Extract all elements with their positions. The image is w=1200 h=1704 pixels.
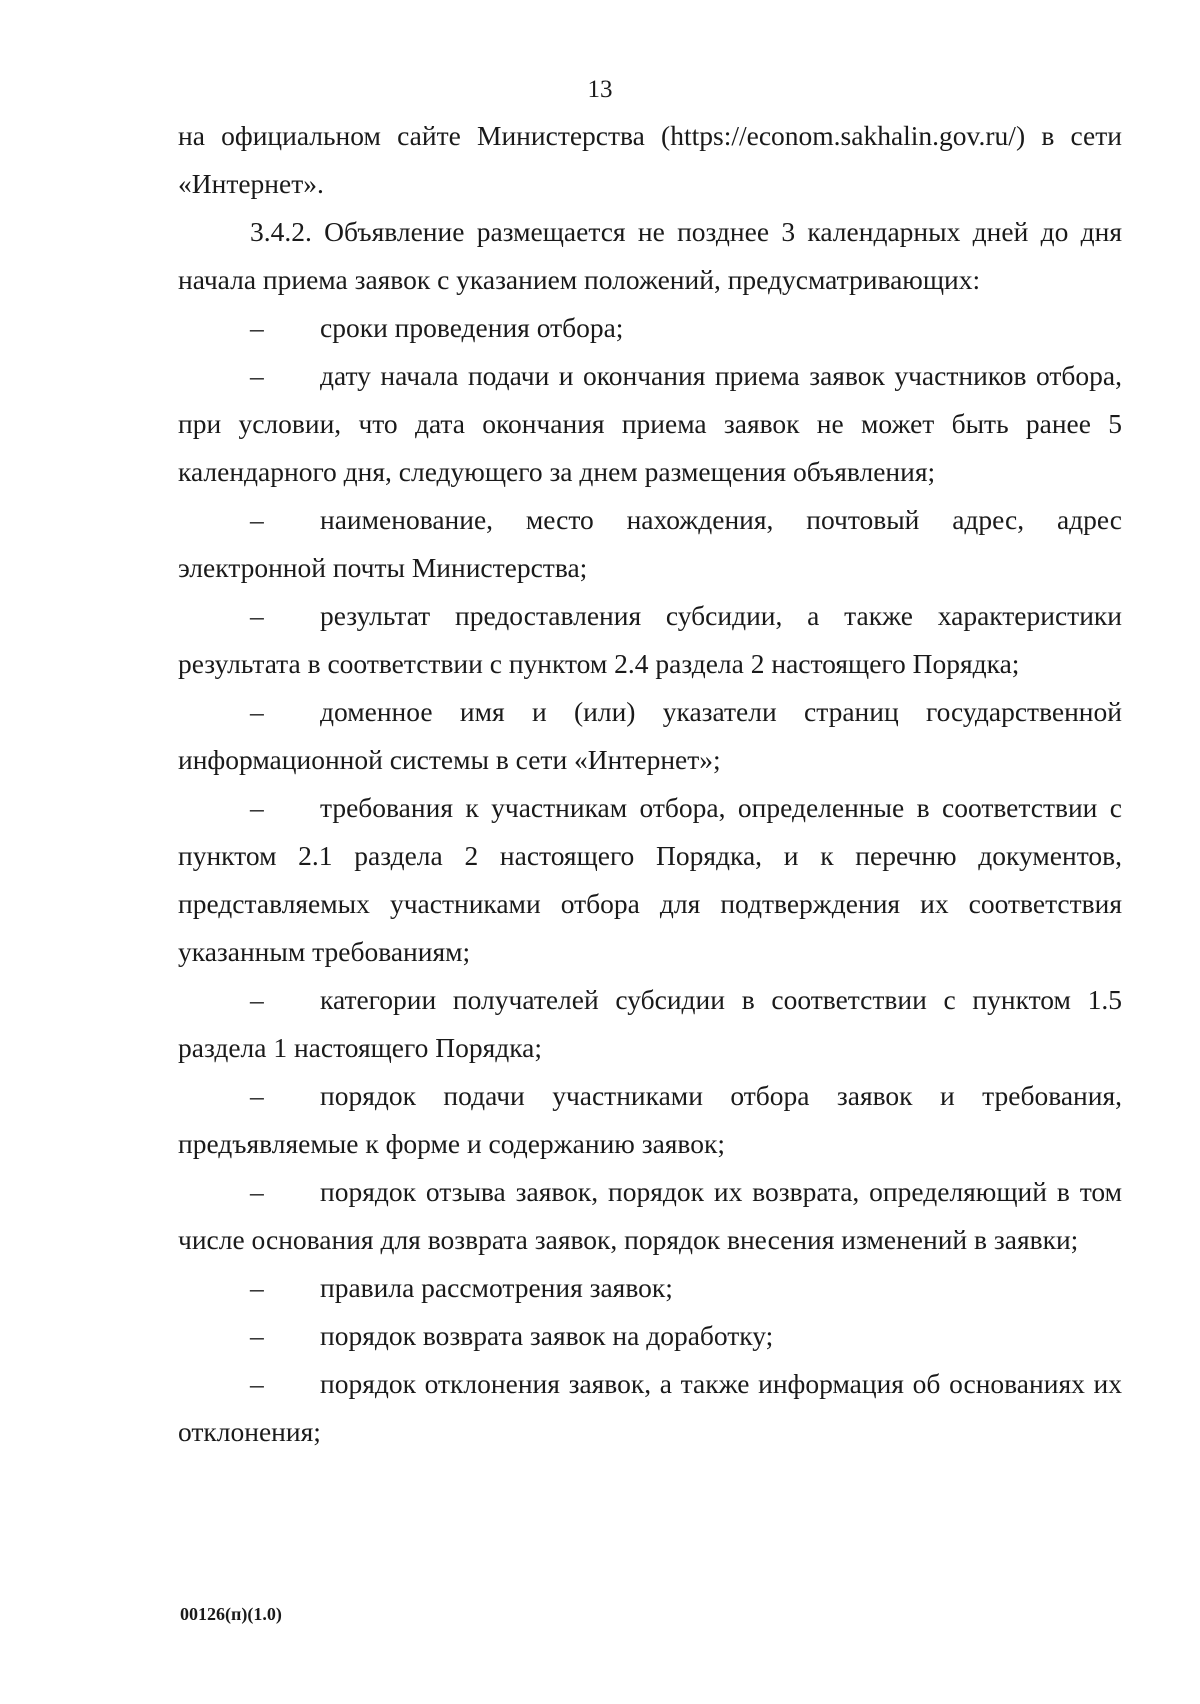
list-item [178,784,1122,976]
list-item-text: порядок подачи участниками отбора заявок и требования, предъявляемые к форме и содержанию заявок; [178,1080,1122,1159]
document-body [178,112,1122,1456]
intro-paragraph: на официальном сайте Министерства (https://econom.sakhalin.gov.ru/) в сети «Интернет». [178,120,1122,199]
dash-marker: – [250,1272,264,1303]
list-item-text: порядок отклонения заявок, а также информация об основаниях их отклонения; [178,1368,1122,1447]
list-item [178,496,1122,592]
list-item [178,1264,1122,1312]
dash-marker: – [250,504,264,535]
list-item-text: правила рассмотрения заявок; [320,1272,673,1303]
dash-marker: – [250,1080,264,1111]
dash-marker: – [250,600,264,631]
list-item [178,976,1122,1072]
section-paragraph: 3.4.2. Объявление размещается не позднее 3 календарных дней до дня начала приема заявок с указанием положений, предусматривающих: [178,216,1122,295]
list-item [178,1168,1122,1264]
list-item-text: наименование, место нахождения, почтовый адрес, адрес электронной почты Министерства; [178,504,1122,583]
list-item [178,592,1122,688]
dash-marker: – [250,1320,264,1351]
list-item [178,1072,1122,1168]
document-code: 00126(п)(1.0) [180,1604,282,1624]
dash-marker: – [250,696,264,727]
dash-marker: – [250,792,264,823]
list-item-text: требования к участникам отбора, определенные в соответствии с пунктом 2.1 раздела 2 настоящего Порядка, и к перечню документов, представляемых участниками отбора для подтверждения их соответствия указанным требованиям; [178,792,1122,967]
dash-marker: – [250,984,264,1015]
page-number: 13 [587,76,613,103]
dash-marker: – [250,360,264,391]
dash-marker: – [250,312,264,343]
list-item-text: дату начала подачи и окончания приема заявок участников отбора, при условии, что дата окончания приема заявок не может быть ранее 5 календарного дня, следующего за днем размещения объявления; [178,360,1122,487]
list-item-text: категории получателей субсидии в соответствии с пунктом 1.5 раздела 1 настоящего Порядка; [178,984,1122,1063]
list-item [178,352,1122,496]
dash-marker: – [250,1368,264,1399]
list-item [178,304,1122,352]
list-item-text: результат предоставления субсидии, а также характеристики результата в соответствии с пунктом 2.4 раздела 2 настоящего Порядка; [178,600,1122,679]
dash-marker: – [250,1176,264,1207]
list-item-text: порядок отзыва заявок, порядок их возврата, определяющий в том числе основания для возврата заявок, порядок внесения изменений в заявки; [178,1176,1122,1255]
list-item-text: доменное имя и (или) указатели страниц государственной информационной системы в сети «Интернет»; [178,696,1122,775]
list-item-text: сроки проведения отбора; [320,312,624,343]
list-item-text: порядок возврата заявок на доработку; [320,1320,774,1351]
list-item [178,1312,1122,1360]
list-item [178,688,1122,784]
list-item [178,1360,1122,1456]
